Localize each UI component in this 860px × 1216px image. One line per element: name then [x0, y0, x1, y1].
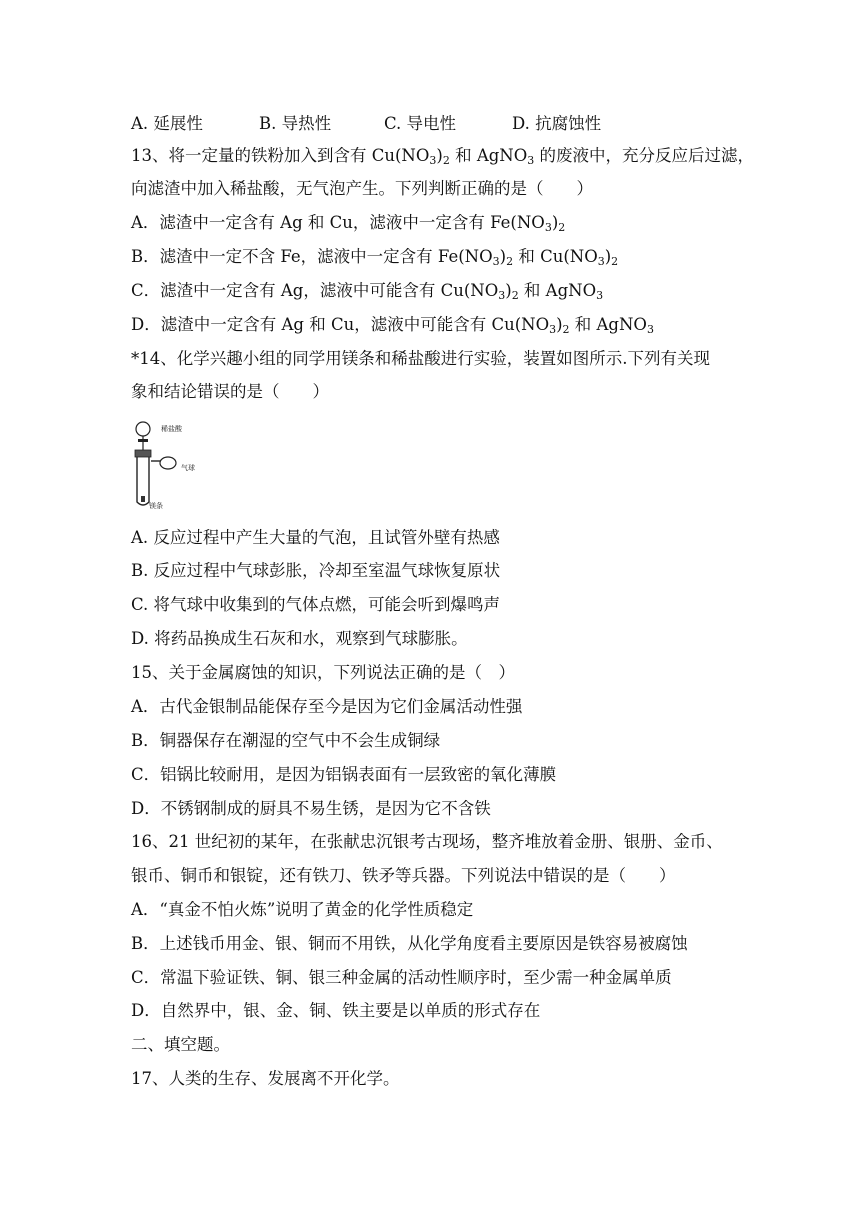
q12-option-b: B. 导热性 [259, 114, 332, 133]
q13-option-d: D．滤渣中一定含有 Ag 和 Cu，滤液中可能含有 $Cu(NO_3)_2$ 和 AgNO$_3$ [131, 315, 654, 336]
section-heading: 二、填空题。 [131, 1035, 230, 1054]
balloon [160, 457, 176, 469]
q14-option-b: B. 反应过程中气球彭胀，冷却至室温气球恢复原状 [131, 561, 501, 580]
q14-apparatus-figure [131, 418, 231, 510]
q12-option-c: C. 导电性 [384, 114, 457, 133]
label-acid: 稀盐酸 [161, 425, 182, 433]
label-mg: 镁条 [149, 502, 163, 510]
q16-option-b: B．上述钱币用金、银、铜而不用铁，从化学角度看主要原因是铁容易被腐蚀 [131, 934, 688, 953]
q14-option-c: C. 将气球中收集到的气体点燃，可能会听到爆鸣声 [131, 595, 501, 614]
q16-stem-line2: 银币、铜币和银锭，还有铁刀、铁矛等兵器。下列说法中错误的是（ ） [131, 866, 676, 885]
apparatus-diagram [131, 418, 231, 510]
q14-option-a: A. 反应过程中产生大量的气泡，且试管外壁有热感 [131, 528, 500, 547]
q13-stem-line2: 向滤渣中加入稀盐酸，无气泡产生。下列判断正确的是（ ） [131, 179, 593, 198]
q15-stem: 15、关于金属腐蚀的知识，下列说法正确的是（ ） [131, 663, 515, 682]
q13-stem-line1: 13、将一定量的铁粉加入到含有 $Cu(NO_3)_2$ 和 AgNO$_3$ 的废液中，充分反应后过滤， [131, 146, 755, 167]
q12-options [131, 110, 731, 132]
q14-option-d: D. 将药品换成生石灰和水，观察到气球膨胀。 [131, 629, 468, 648]
q14-stem-line2: 象和结论错误的是（ ） [131, 382, 329, 401]
stopper [135, 450, 151, 457]
q13-option-b: B．滤渣中一定不含 Fe，滤液中一定含有 $Fe(NO_3)_2$ 和 $Cu(NO_3)_2$ [131, 247, 619, 268]
q17-stem: 17、人类的生存、发展离不开化学。 [131, 1069, 400, 1088]
q15-option-b: B．铜器保存在潮湿的空气中不会生成铜绿 [131, 731, 441, 750]
q13-option-c: C．滤渣中一定含有 Ag，滤液中可能含有 $Cu(NO_3)_2$ 和 AgNO$_3$ [131, 281, 604, 302]
q16-stem-line1: 16、21 世纪初的某年，在张献忠沉银考古现场，整齐堆放着金册、银册、金币、 [131, 832, 723, 851]
q12-option-a: A. 延展性 [131, 114, 203, 133]
label-balloon: 气球 [181, 464, 195, 472]
q13-option-a: A．滤渣中一定含有 Ag 和 Cu，滤液中一定含有 $Fe(NO_3)_2$ [131, 213, 566, 234]
q15-option-c: C．铝锅比较耐用，是因为铝锅表面有一层致密的氧化薄膜 [131, 765, 557, 784]
q15-option-a: A．古代金银制品能保存至今是因为它们金属活动性强 [131, 697, 523, 716]
q16-option-a: A．“真金不怕火炼”说明了黄金的化学性质稳定 [131, 900, 474, 919]
q14-stem-line1: *14、化学兴趣小组的同学用镁条和稀盐酸进行实验，装置如图所示.下列有关现 [131, 349, 710, 368]
q16-option-d: D．自然界中，银、金、铜、铁主要是以单质的形式存在 [131, 1001, 541, 1020]
magnesium-strip [141, 496, 145, 502]
q12-option-d: D. 抗腐蚀性 [512, 114, 602, 133]
funnel-stopcock [138, 439, 148, 442]
funnel-bulb [136, 422, 150, 436]
q16-option-c: C．常温下验证铁、铜、银三种金属的活动性顺序时，至少需一种金属单质 [131, 968, 672, 987]
q15-option-d: D．不锈钢制成的厨具不易生锈，是因为它不含铁 [131, 799, 491, 818]
